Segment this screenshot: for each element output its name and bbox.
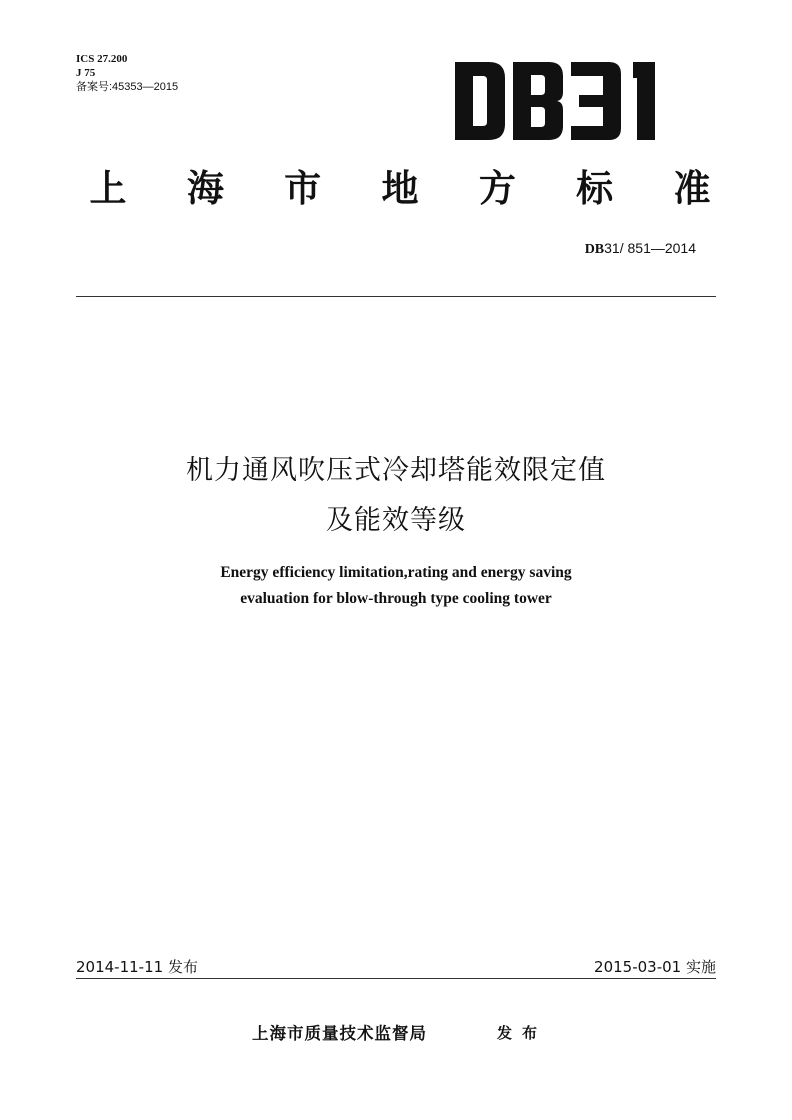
issue-date: 2014-11-11 发布 [76, 958, 198, 976]
db31-logo [455, 62, 673, 140]
standard-number-prefix: DB [584, 242, 605, 257]
document-title-cn-line1: 机力通风吹压式冷却塔能效限定值 [186, 455, 606, 486]
ics-code: ICS 27.200 [76, 53, 128, 65]
title-char: 标 [576, 167, 614, 210]
title-char: 准 [673, 167, 711, 210]
standard-type-title [84, 160, 716, 210]
standard-number [585, 240, 696, 258]
j-code: J 75 [76, 67, 96, 79]
record-number: 备案号:45353—2015 [76, 81, 179, 93]
bottom-divider [76, 978, 716, 979]
document-title-en-line2: evaluation for blow-through type cooling tower [240, 590, 552, 607]
publish-label: 发布 [497, 1024, 548, 1042]
logo-letter-d [455, 62, 505, 140]
document-title-cn-line2: 及能效等级 [326, 505, 466, 536]
logo-digit-3 [571, 62, 621, 140]
document-title-en-line1: Energy efficiency limitation,rating and energy saving [220, 564, 572, 581]
logo-digit-1 [633, 62, 655, 140]
publisher-name: 上海市质量技术监督局 [252, 1024, 427, 1043]
classification-block [76, 52, 178, 94]
title-char: 地 [381, 167, 419, 210]
standard-number-rest: 31/ 851—2014 [604, 240, 696, 256]
title-char: 市 [284, 167, 322, 210]
logo-letter-b [513, 62, 563, 140]
top-divider [76, 296, 716, 297]
effective-date: 2015-03-01 实施 [594, 958, 716, 976]
title-char: 海 [186, 167, 224, 210]
title-char: 方 [478, 167, 516, 210]
title-char: 上 [89, 167, 127, 210]
